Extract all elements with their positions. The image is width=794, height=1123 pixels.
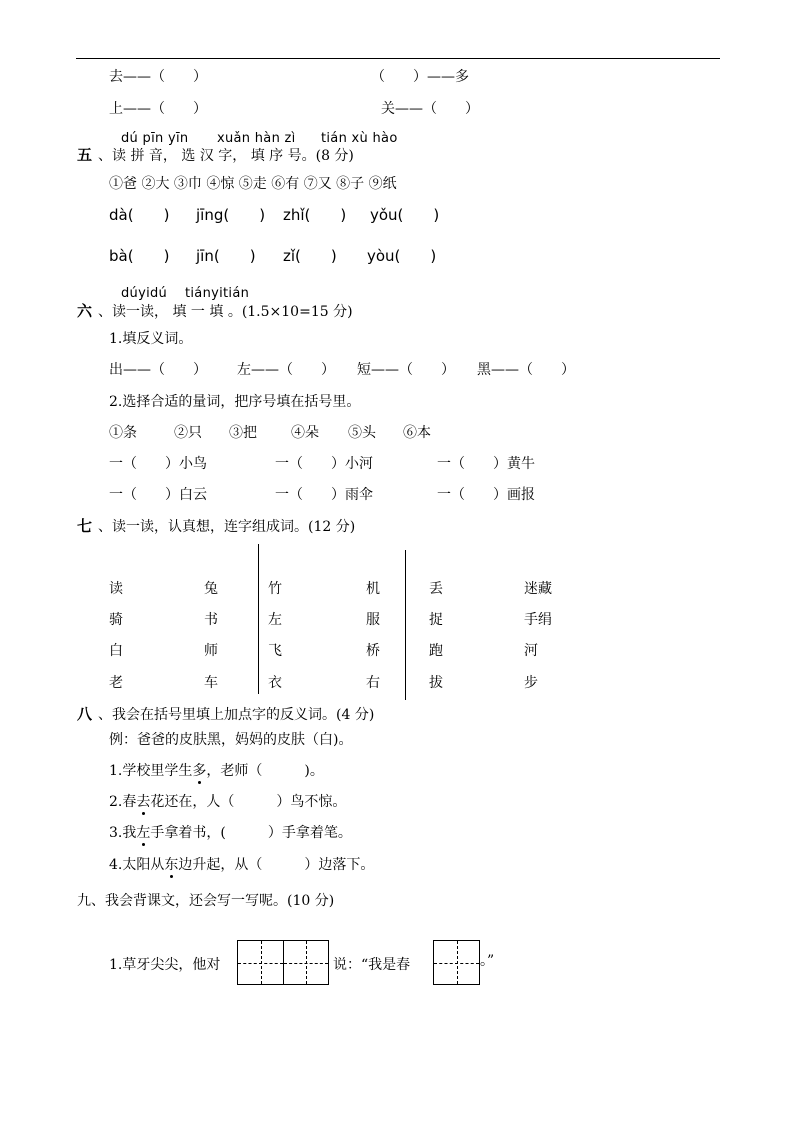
match-char: 左 [268, 612, 282, 628]
measure-word-blank: 一（ ）小河 [275, 456, 373, 472]
section-separator: 、 [98, 519, 113, 535]
antonym-item: 左——（ ） [237, 362, 335, 378]
measure-word-blank: 一（ ）白云 [109, 487, 207, 503]
sentence-item: 1.学校里学生多，老师（ )。 [109, 763, 324, 779]
match-word: 河 [524, 643, 538, 659]
measure-word-blank: 一（ ）黄牛 [437, 456, 535, 472]
sentence-item: 2.春去花还在，人（ ）鸟不惊。 [109, 794, 347, 810]
pinyin-blank: bà( ) [109, 247, 170, 265]
match-word: 手绢 [524, 612, 552, 628]
pinyin-blank: jīng( ) [196, 206, 266, 224]
match-char: 飞 [268, 643, 282, 659]
pinyin-blank: yǒu( ) [370, 206, 440, 224]
measure-word-blank: 一（ ）画报 [437, 487, 535, 503]
match-char: 机 [366, 581, 380, 597]
dotted-char: 去 [136, 794, 151, 810]
example-sentence: 例：爸爸的皮肤黑，妈妈的皮肤（白)。 [109, 732, 353, 748]
match-char: 服 [366, 612, 380, 628]
section-heading-9: 九、我会背课文，还会写一写呢。(10 分) [77, 893, 335, 909]
pinyin-blank: jīn( ) [196, 247, 256, 265]
section-number: 七 [77, 517, 93, 535]
section-title: 读一读， 填 一 填 。(1.5×10=15 分) [112, 304, 353, 320]
question-label: 1.填反义词。 [109, 331, 193, 347]
measure-word-blank: 一（ ）小鸟 [109, 456, 207, 472]
writing-grid[interactable] [237, 940, 329, 985]
antonym-item: 短——（ ） [357, 362, 455, 378]
measure-word-blank: 一（ ）雨伞 [275, 487, 373, 503]
sentence-item: 3.我左手拿着书，( ）手拿着笔。 [109, 825, 352, 841]
antonym-item: 上——（ ） [109, 101, 207, 117]
pinyin-blank: dà( ) [109, 206, 170, 224]
header-rule [76, 58, 720, 59]
column-divider [405, 550, 406, 700]
recite-line-start: 1.草牙尖尖，他对 [109, 957, 221, 973]
writing-grid[interactable] [433, 940, 480, 985]
match-char: 白 [109, 643, 123, 659]
match-word: 步 [524, 675, 538, 691]
match-char: 竹 [268, 581, 282, 597]
pinyin-annotation: xuǎn hàn zì [217, 131, 296, 146]
section-heading-6 [77, 302, 353, 321]
section-number: 五 [77, 146, 93, 164]
recite-line-middle: 说：“我是春 [333, 957, 411, 973]
pinyin-annotation: tiányitián [185, 286, 250, 301]
pinyin-annotation: dúyidú [121, 286, 168, 301]
match-char: 右 [366, 675, 380, 691]
match-char: 兔 [204, 581, 218, 597]
measure-word-option: ②只 [174, 425, 202, 441]
dotted-char: 左 [136, 825, 151, 841]
section-heading-5 [77, 146, 354, 165]
section-separator: 、 [98, 304, 113, 320]
match-char: 车 [204, 675, 218, 691]
pinyin-annotation: dú pīn yīn [121, 131, 189, 146]
section-title: 读一读，认真想，连字组成词。(12 分) [112, 519, 356, 535]
match-char: 拔 [429, 675, 443, 691]
column-divider [258, 544, 259, 694]
measure-word-option: ④朵 [291, 425, 319, 441]
match-char: 读 [109, 581, 123, 597]
measure-word-option: ①条 [109, 425, 137, 441]
section-separator: 、 [98, 148, 113, 164]
section-title: 我会在括号里填上加点字的反义词。(4 分) [112, 707, 375, 723]
section-heading-8 [77, 705, 374, 724]
match-char: 桥 [366, 643, 380, 659]
measure-word-option: ③把 [229, 425, 257, 441]
pinyin-annotation: tián xù hào [321, 131, 398, 146]
match-char: 捉 [429, 612, 443, 628]
dotted-char: 多 [192, 763, 207, 779]
match-word: 迷藏 [524, 581, 552, 597]
match-char: 骑 [109, 612, 123, 628]
match-char: 书 [204, 612, 218, 628]
recite-line-end: 。” [480, 953, 495, 969]
match-char: 跑 [429, 643, 443, 659]
section-number: 八 [77, 705, 93, 723]
writing-cell[interactable] [238, 941, 283, 984]
antonym-item: 出——（ ） [109, 362, 207, 378]
antonym-item: （ ）——多 [371, 69, 469, 85]
section-title: 读 拼 音， 选 汉 字， 填 序 号。(8 分) [112, 148, 354, 164]
pinyin-blank: zǐ( ) [283, 247, 337, 265]
section-separator: 、 [98, 707, 113, 723]
antonym-item: 关——（ ） [381, 101, 479, 117]
measure-word-option: ⑤头 [348, 425, 376, 441]
dotted-char: 东 [164, 857, 179, 873]
match-char: 丢 [429, 581, 443, 597]
antonym-item: 黑——（ ） [477, 362, 575, 378]
pinyin-blank: yòu( ) [367, 247, 437, 265]
writing-cell[interactable] [283, 941, 328, 984]
section-heading-7 [77, 517, 355, 536]
section-number: 六 [77, 302, 93, 320]
pinyin-blank: zhǐ( ) [283, 206, 347, 224]
match-char: 衣 [268, 675, 282, 691]
character-options: ①爸 ②大 ③巾 ④惊 ⑤走 ⑥有 ⑦又 ⑧子 ⑨纸 [109, 176, 397, 192]
question-label: 2.选择合适的量词，把序号填在括号里。 [109, 394, 361, 410]
sentence-item: 4.太阳从东边升起，从（ ）边落下。 [109, 857, 375, 873]
match-char: 老 [109, 675, 123, 691]
writing-cell[interactable] [434, 941, 479, 984]
antonym-item: 去——（ ） [109, 69, 207, 85]
measure-word-option: ⑥本 [403, 425, 431, 441]
match-char: 师 [204, 643, 218, 659]
